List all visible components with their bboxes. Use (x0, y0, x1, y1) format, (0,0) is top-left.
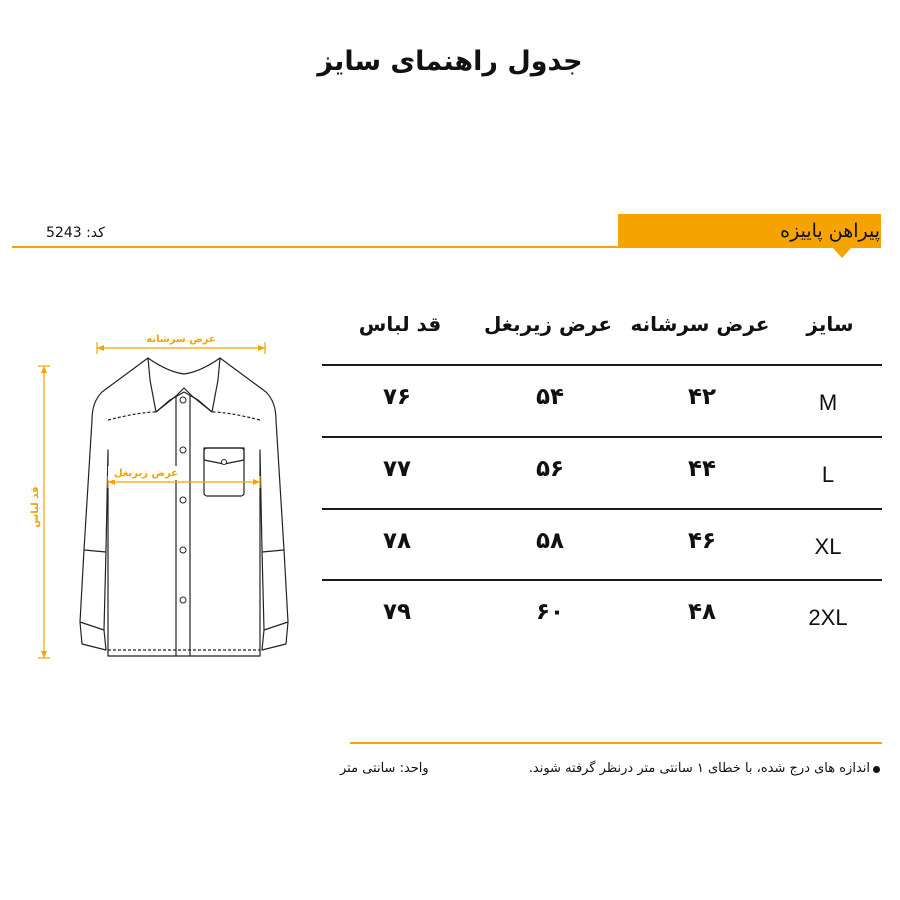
underarm-label: عرض زیربغل (113, 468, 179, 479)
measurement-note: اندازه های درج شده، با خطای ۱ سانتی متر درنظر گرفته شوند. (528, 761, 870, 776)
table-row (322, 581, 882, 651)
cell-length: ۷۸ (382, 528, 412, 554)
cell-underarm: ۵۴ (535, 384, 565, 410)
table-row (322, 438, 882, 508)
bullet-icon (873, 766, 880, 773)
shirt-diagram (0, 300, 300, 670)
cell-shoulder: ۴۲ (687, 384, 717, 410)
header-divider (12, 246, 620, 248)
button-icons (180, 397, 227, 603)
unit-info (340, 761, 429, 776)
table-row (322, 510, 882, 580)
cell-length: ۷۷ (382, 456, 412, 482)
length-label: قد لباس (30, 486, 41, 528)
cell-underarm: ۵۸ (535, 528, 565, 554)
header-length: قد لباس (358, 312, 442, 336)
header-size: سایز (806, 312, 854, 336)
cell-size: 2XL (808, 605, 848, 630)
cell-size: M (818, 390, 838, 415)
footer-divider (350, 742, 882, 744)
cell-shoulder: ۴۸ (687, 599, 717, 625)
cell-shoulder: ۴۴ (687, 456, 717, 482)
cell-underarm: ۵۶ (535, 456, 565, 482)
product-code (46, 225, 105, 241)
shoulder-label: عرض سرشانه (146, 334, 216, 345)
product-name: پیراهن پاییزه (780, 220, 880, 242)
product-code-label: کد: (86, 225, 105, 241)
cell-length: ۷۶ (382, 384, 412, 410)
unit-label: واحد: (399, 761, 429, 776)
cell-length: ۷۹ (382, 599, 412, 625)
page-title: جدول راهنمای سایز (317, 46, 583, 77)
header-shoulder: عرض سرشانه (630, 312, 770, 336)
cell-size: XL (814, 534, 842, 559)
header-underarm: عرض زیربغل (483, 312, 613, 336)
dimension-arrows (41, 345, 265, 658)
table-row (322, 366, 882, 436)
cell-underarm: ۶۰ (535, 599, 565, 625)
product-banner-tail (833, 248, 851, 258)
product-code-value: 5243 (46, 225, 82, 241)
cell-shoulder: ۴۶ (687, 528, 717, 554)
cell-size: L (821, 462, 835, 487)
unit-value: سانتی متر (340, 761, 396, 776)
